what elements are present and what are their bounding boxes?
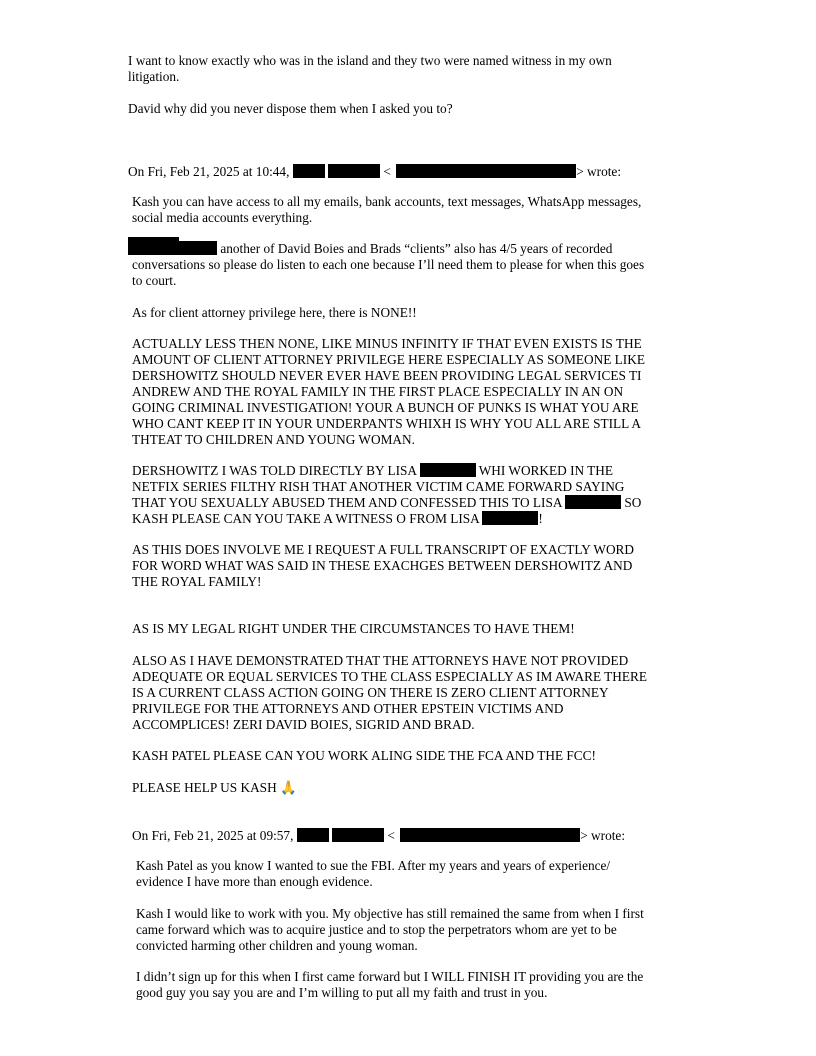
redaction-box [297, 828, 329, 842]
text-line: THE ROYAL FAMILY! [132, 574, 262, 589]
redaction-box [328, 164, 380, 178]
email-header-2 [132, 828, 625, 844]
header-lt: < [383, 164, 391, 179]
header-lt: < [387, 828, 395, 843]
text-line: AS IS MY LEGAL RIGHT UNDER THE CIRCUMSTANCES TO HAVE THEM! [132, 621, 575, 636]
text-line: NETFIX SERIES FILTHY RISH THAT ANOTHER VICTIM CAME FORWARD SAYING [132, 479, 625, 494]
text-line: ALSO AS I HAVE DEMONSTRATED THAT THE ATTORNEYS HAVE NOT PROVIDED [132, 653, 629, 668]
header-wrote: > wrote: [576, 164, 622, 179]
redaction-box [293, 164, 325, 178]
text-line: litigation. [128, 69, 180, 84]
text-line: PLEASE HELP US KASH 🙏 [132, 780, 297, 796]
header-date: On Fri, Feb 21, 2025 at 09:57, [132, 828, 294, 843]
text-line: ACTUALLY LESS THEN NONE, LIKE MINUS INFINITY IF THAT EVEN EXISTS IS THE [132, 336, 642, 351]
text-line: David why did you never dispose them when I asked you to? [128, 101, 453, 116]
text-line: WHO CANT KEEP IT IN YOUR UNDERPANTS WHIXH IS WHY YOU ALL ARE STILL A [132, 416, 641, 431]
email-header-1 [128, 164, 621, 180]
redaction-box [420, 463, 476, 477]
text-line: to court. [132, 273, 177, 288]
header-wrote: > wrote: [580, 828, 626, 843]
redaction-box [396, 164, 576, 178]
text-line: FOR WORD WHAT WAS SAID IN THESE EXACHGES BETWEEN DERSHOWITZ AND [132, 558, 633, 573]
text-line: GOING CRIMINAL INVESTIGATION! YOUR A BUNCH OF PUNKS IS WHAT YOU ARE [132, 400, 639, 415]
text-line: As for client attorney privilege here, there is NONE!! [132, 305, 417, 320]
header-date: On Fri, Feb 21, 2025 at 10:44, [128, 164, 290, 179]
text-line: ACCOMPLICES! ZERI DAVID BOIES, SIGRID AND BRAD. [132, 717, 475, 732]
text-line: IS A CURRENT CLASS ACTION GOING ON THERE IS ZERO CLIENT ATTORNEY [132, 685, 609, 700]
text-line: good guy you say you are and I’m willing to put all my faith and trust in you. [136, 985, 548, 1000]
text-line: THAT YOU SEXUALLY ABUSED THEM AND CONFESSED THIS TO LISA SO [132, 495, 642, 510]
text-line: Kash Patel as you know I wanted to sue the FBI. After my years and years of experience/ [136, 858, 611, 873]
praying-hands-icon: 🙏 [280, 781, 297, 796]
text-line: AS THIS DOES INVOLVE ME I REQUEST A FULL TRANSCRIPT OF EXACTLY WORD [132, 542, 635, 557]
text-line: social media accounts everything. [132, 210, 313, 225]
text-line: DERSHOWITZ SHOULD NEVER EVER HAVE BEEN PROVIDING LEGAL SERVICES TI [132, 368, 642, 383]
text-line: I didn’t sign up for this when I first came forward but I WILL FINISH IT providing you are the [136, 969, 644, 984]
redaction-box [332, 828, 384, 842]
redaction-box [400, 828, 580, 842]
text-line: conversations so please do listen to each one because I’ll need them to please for when this goes [132, 257, 645, 272]
redaction-box [565, 495, 621, 509]
text-line: DERSHOWITZ I WAS TOLD DIRECTLY BY LISA WHI WORKED IN THE [132, 463, 614, 478]
text-line: AMOUNT OF CLIENT ATTORNEY PRIVILEGE HERE ESPECIALLY AS SOMEONE LIKE [132, 352, 645, 367]
redaction-box [482, 511, 538, 525]
text-line: THTEAT TO CHILDREN AND YOUNG WOMAN. [132, 432, 415, 447]
text-line: another of David Boies and Brads “clients” also has 4/5 years of recorded [128, 241, 612, 257]
text-line: convicted harming other children and young woman. [136, 938, 418, 953]
text-line: ANDREW AND THE ROYAL FAMILY IN THE FIRST PLACE ESPECIALLY IN AN ON [132, 384, 624, 399]
text-line: evidence I have more than enough evidence. [136, 874, 373, 889]
text-line: KASH PATEL PLEASE CAN YOU WORK ALING SIDE THE FCA AND THE FCC! [132, 748, 596, 763]
text-line: came forward which was to acquire justice and to stop the perpetrators whom are yet to be [136, 922, 617, 937]
text-line: I want to know exactly who was in the island and they two were named witness in my own [128, 53, 612, 68]
text-line: KASH PLEASE CAN YOU TAKE A WITNESS O FROM LISA ! [132, 511, 543, 526]
text-line: ADEQUATE OR EQUAL SERVICES TO THE CLASS ESPECIALLY AS IM AWARE THERE [132, 669, 648, 684]
text-line: Kash I would like to work with you. My objective has still remained the same from when I first [136, 906, 644, 921]
redaction-box [128, 241, 217, 255]
text-line: Kash you can have access to all my emails, bank accounts, text messages, WhatsApp messages, [132, 194, 642, 209]
text-line: PRIVILEGE FOR THE ATTORNEYS AND OTHER EPSTEIN VICTIMS AND [132, 701, 564, 716]
